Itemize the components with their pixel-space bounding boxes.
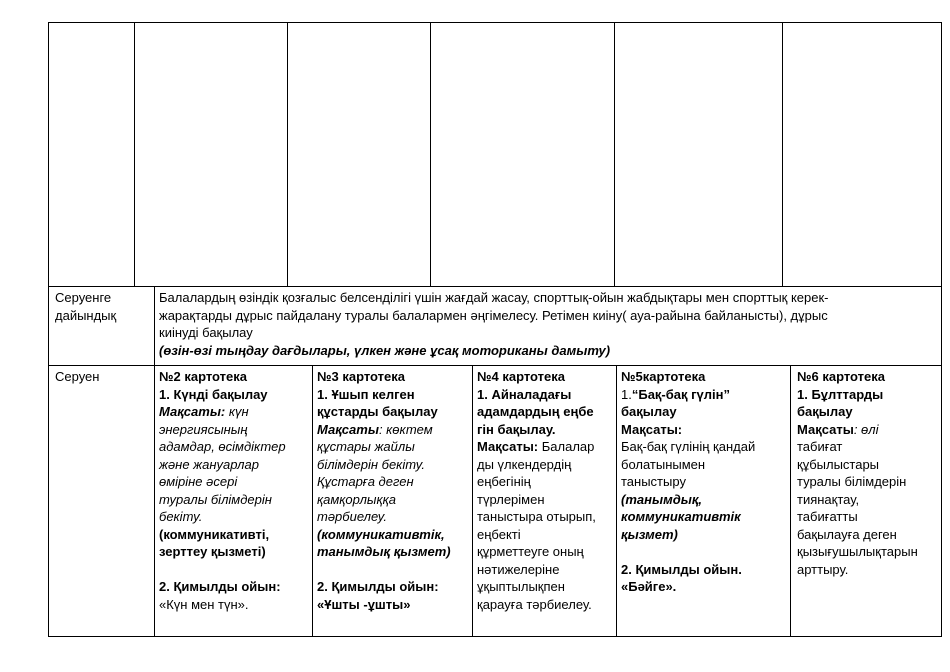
prep-text-line: Балалардың өзіндік қозғалыс белсенділігі үшін жағдай жасау, спорттық-ойын жабдықтары мен спорттық керек- [159,290,829,305]
col-divider [430,22,431,286]
goal-line: энергиясының [159,421,248,437]
activity-type: коммуникативтік [621,509,741,524]
card-title: №4 картотека [477,369,565,384]
col-divider [134,22,135,286]
col-divider [790,365,791,636]
prep-content-cell [159,289,829,359]
goal-line: табиғатты [797,509,858,524]
goal-line: қарауға тәрбиелеу. [477,596,592,612]
goal-line: тәрбиелеу. [317,509,388,524]
goal-label: Мақсаты [317,421,379,437]
goal-line: бекіту. [159,509,203,524]
prep-label-line: дайындық [55,307,117,323]
col-divider [312,365,313,636]
card-title: №3 картотека [317,369,405,384]
card-6 [797,368,918,578]
goal-label: Мақсаты: [621,421,683,437]
goal-line: таныстыра отырып, [477,509,596,524]
goal-line: тиянақтау, [797,491,860,507]
observation-title: бақылау [621,404,677,419]
card-4 [477,368,596,613]
goal-line: түрлерімен [477,491,545,507]
goal-text: күн [225,404,249,419]
observation-number: 1. [621,386,632,402]
goal-text: Балалар [538,439,595,454]
observation-title: “Бақ-бақ гүлін” [631,386,730,402]
card-5 [621,368,755,596]
goal-line: табиғат [797,439,843,454]
table-border-top [48,22,942,23]
goal-label: Мақсаты [797,421,854,437]
goal-line: таныстыру [621,474,686,489]
activity-type: танымдық қызмет) [317,544,451,559]
goal-line: туралы білімдерін [159,491,272,507]
observation-title: 1. Күнді бақылау [159,386,268,402]
col-divider [472,365,473,636]
table-border-right [941,22,942,637]
goal-line: болатынымен [621,456,706,472]
col-divider [616,365,617,636]
prep-text-line: жарақтарды дұрыс пайдалану туралы балалармен әңгімелесу. Ретімен киіну( ауа-райына байланысты), дұрыс [159,307,828,323]
prep-label-line: Серуенге [55,290,112,305]
goal-line: құрметтеуге оның [477,544,584,559]
card-3 [317,368,451,613]
observation-title: бақылау [797,404,853,419]
activity-type: зерттеу қызметі) [159,544,266,559]
goal-line: Бақ-бақ гүлінің қандай [621,439,756,454]
game-title: 2. Қимылды ойын: [317,579,439,594]
goal-line: Құстарға деген [317,474,414,489]
game-name: «Күн мен түн». [159,596,249,612]
goal-line: және жануарлар [159,456,259,472]
activity-type: (танымдық, [621,491,703,507]
goal-line: құбылыстары [797,456,880,472]
goal-line: еңбегінің [477,474,531,489]
observation-title: адамдардың еңбе [477,404,594,419]
goal-line: ұқыптылықпен [477,579,565,594]
col-divider [154,286,155,636]
row-divider-walk [48,365,942,366]
goal-line: құстары жайлы [317,439,415,454]
goal-line: адамдар, өсімдіктер [159,439,286,454]
goal-line: ды үлкендердің [477,456,572,472]
goal-line: еңбекті [477,526,521,542]
prep-text-line: киінуді бақылау [159,325,253,340]
observation-title: 1. Ұшып келген [317,386,415,402]
goal-line: арттыру. [797,561,849,577]
goal-line: өміріне әсері [159,474,238,489]
goal-line: нәтижелеріне [477,561,560,577]
card-2 [159,368,286,613]
row-divider-prep [48,286,942,287]
activity-type: қызмет) [621,526,678,542]
col-divider [287,22,288,286]
goal-line: білімдерін бекіту. [317,456,425,472]
goal-label: Мақсаты: [477,439,539,454]
walk-label: Серуен [55,369,100,384]
prep-emphasis: (өзін-өзі тыңдау дағдылары, үлкен және ұсақ моториканы дамыту) [159,342,611,358]
goal-text: : көктем [378,421,433,437]
col-divider [782,22,783,286]
goal-text: : өлі [853,421,879,437]
activity-type: (коммуникативтік, [317,526,445,542]
game-title: 2. Қимылды ойын. [621,561,742,577]
game-title: 2. Қимылды ойын: [159,579,281,594]
prep-label-cell [55,289,116,324]
goal-line: туралы білімдерін [797,474,907,489]
goal-line: қамқорлыққа [317,491,396,507]
goal-label: Мақсаты: [159,404,226,419]
card-title: №5картотека [621,369,706,384]
activity-type: (коммуникативті, [159,526,270,542]
card-title: №6 картотека [797,369,885,384]
walk-label-cell [55,368,99,386]
goal-line: бақылауға деген [797,526,897,542]
col-divider [614,22,615,286]
card-title: №2 картотека [159,369,247,384]
table-border-left [48,22,49,637]
observation-title: 1. Бұлттарды [797,386,884,402]
table-border-bottom [48,636,942,637]
goal-line: қызығушылықтарын [797,544,918,559]
game-name: «Бәйге». [621,579,677,594]
observation-title: құстарды бақылау [317,404,438,419]
game-name: «Ұшты -ұшты» [317,596,411,612]
observation-title: гін бақылау. [477,421,556,437]
observation-title: 1. Айналадағы [477,386,572,402]
